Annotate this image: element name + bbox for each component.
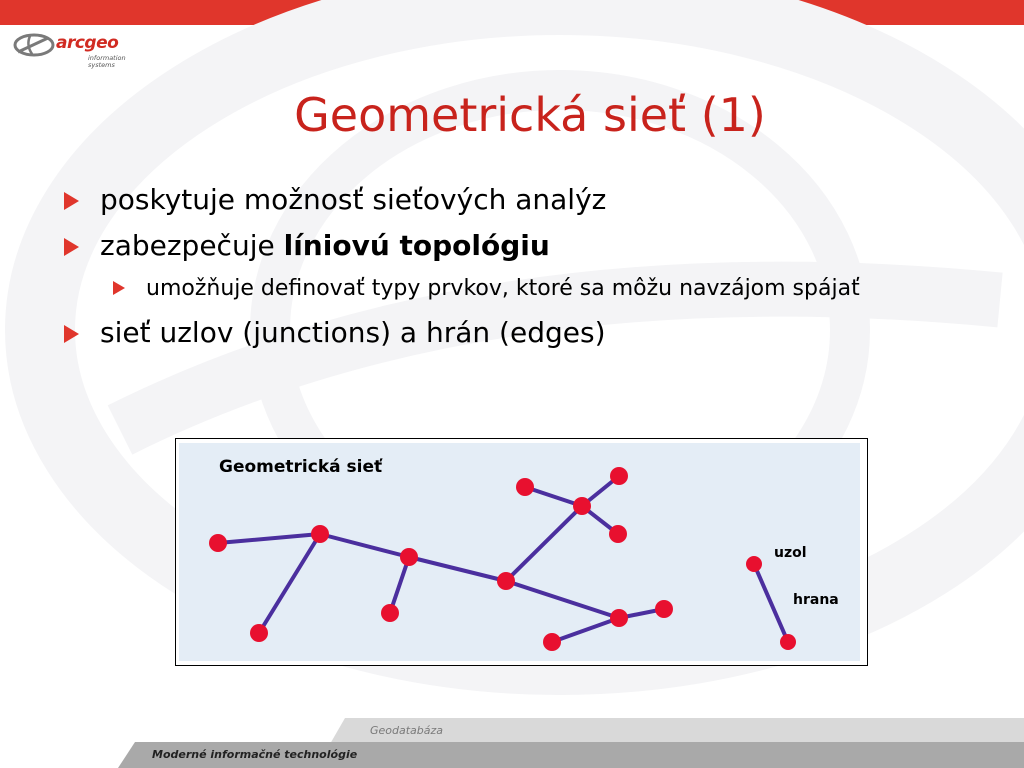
slide-title: Geometrická sieť (1): [294, 88, 766, 142]
footer-course-text: Moderné informačné technológie: [152, 748, 358, 761]
edge: [506, 506, 582, 581]
bullet-item: [58, 229, 958, 263]
bullet-item: [58, 316, 958, 350]
network-edges: [218, 476, 788, 642]
footer-topic-text: Geodatabáza: [370, 724, 444, 737]
footer-topic-band: [0, 718, 1024, 744]
network-figure: [175, 438, 868, 666]
node: [311, 525, 329, 543]
legend-edge-sample: [754, 564, 788, 642]
edge: [259, 534, 320, 633]
sub-bullet-item: [58, 275, 946, 302]
sub-bullet-text: umožňuje definovať typy prvkov, ktoré sa môžu navzájom spájať: [146, 276, 860, 301]
legend-node-sample: [746, 556, 762, 572]
network-nodes: [209, 467, 796, 651]
bullet-list: [58, 183, 958, 362]
bullet-text: poskytuje možnosť sieťových analýz: [100, 183, 607, 216]
node: [543, 633, 561, 651]
edge: [552, 618, 619, 642]
node: [573, 497, 591, 515]
node: [250, 624, 268, 642]
edge: [409, 557, 506, 581]
logo-brand-text: arcgeo: [56, 33, 119, 53]
legend-edge-label: hrana: [793, 592, 839, 608]
sub-bullet-arrow-icon: [113, 281, 125, 295]
bullet-arrow-icon: [64, 325, 79, 343]
node: [209, 534, 227, 552]
figure-background: [179, 443, 860, 661]
legend-node-label: uzol: [774, 545, 807, 561]
node: [655, 600, 673, 618]
bullet-arrow-icon: [64, 192, 79, 210]
node: [400, 548, 418, 566]
edge: [506, 581, 619, 618]
bullet-arrow-icon: [64, 238, 79, 256]
node: [516, 478, 534, 496]
logo-subtitle: information systems: [88, 54, 126, 69]
bullet-text-bold: líniovú topológiu: [283, 229, 550, 262]
bullet-item: [58, 183, 958, 217]
node: [381, 604, 399, 622]
node: [610, 609, 628, 627]
node: [609, 525, 627, 543]
node: [497, 572, 515, 590]
figure-title: Geometrická sieť: [219, 457, 383, 477]
node: [610, 467, 628, 485]
edge: [525, 487, 582, 506]
legend-node-sample: [780, 634, 796, 650]
bullet-text: zabezpečuje: [100, 229, 284, 262]
edge: [320, 534, 409, 557]
bullet-text: sieť uzlov (junctions) a hrán (edges): [100, 316, 606, 349]
edge: [218, 534, 320, 543]
